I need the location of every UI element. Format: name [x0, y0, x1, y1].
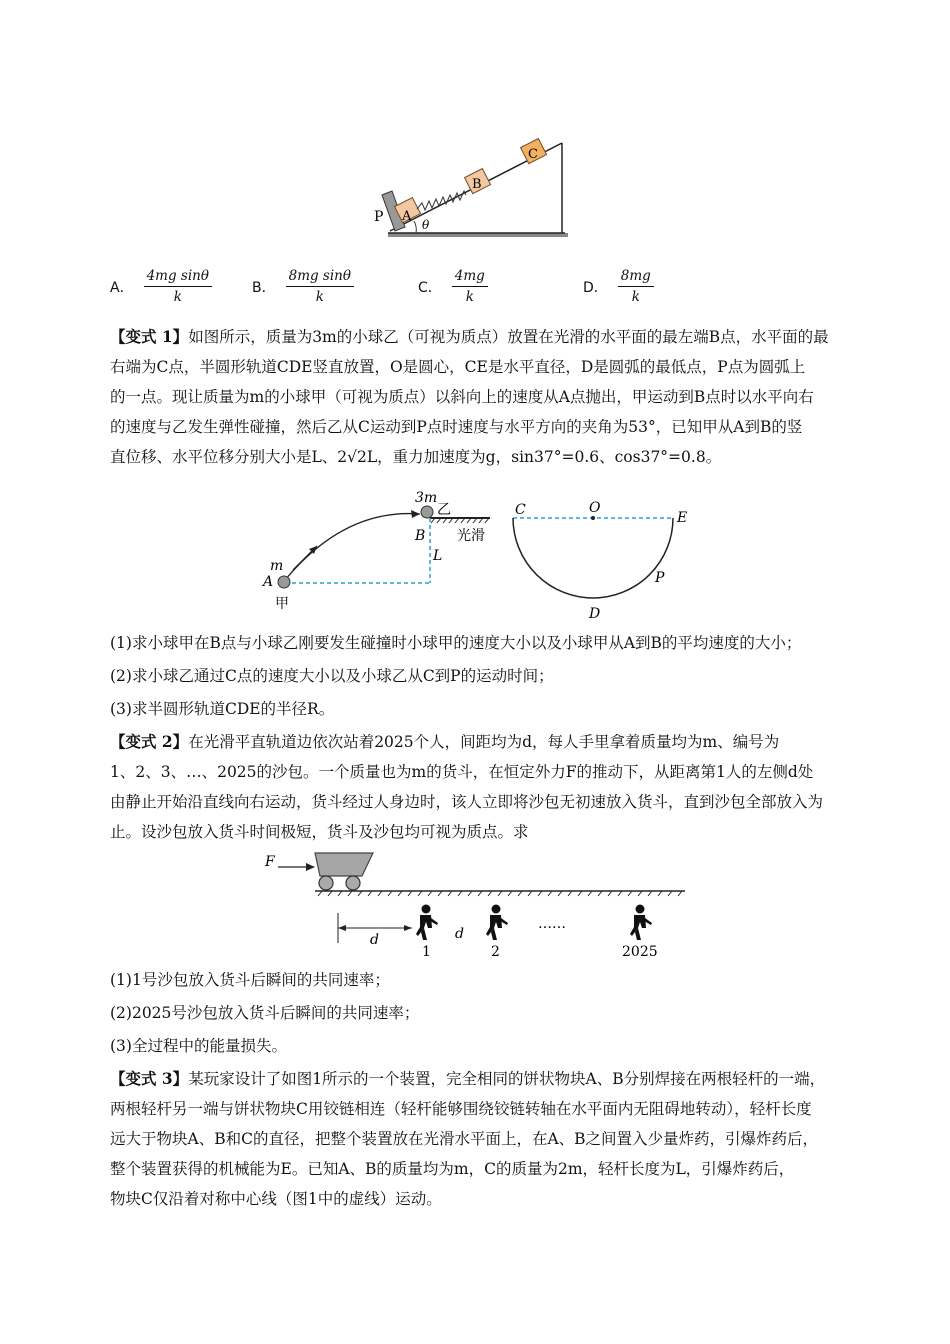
- variant1-question-1: (1)求小球甲在B点与小球乙刚要发生碰撞时小球甲的速度大小以及小球甲从A到B的平均速度的大小；: [110, 634, 802, 652]
- option-d[interactable]: [583, 268, 654, 305]
- variant1-question-2: (2)求小球乙通过C点的速度大小以及小球乙从C到P的运动时间；: [110, 667, 554, 685]
- trajectory: [285, 514, 420, 580]
- option-c-den: k: [465, 289, 474, 305]
- cart-wheel-right: [346, 876, 360, 890]
- option-a-label: A．: [110, 279, 134, 296]
- label-b: B: [472, 177, 482, 192]
- label-a: A: [263, 574, 274, 590]
- label-f: F: [265, 854, 275, 870]
- option-b-fraction: [286, 268, 354, 305]
- option-a-den: k: [173, 289, 182, 305]
- variant2-paragraph: [110, 727, 870, 847]
- label-3m: 3m: [415, 490, 438, 506]
- option-d-den: k: [631, 289, 640, 305]
- label-person-2: 2: [491, 944, 500, 960]
- label-d: D: [589, 606, 601, 622]
- variant1-paragraph: [110, 322, 870, 472]
- variant1-line: 直位移、水平位移分别大小是L、2√2L，重力加速度为g，sin37°=0.6、cos37°=0.8。: [110, 448, 722, 466]
- label-e: E: [677, 510, 688, 526]
- label-theta: θ: [422, 218, 430, 232]
- variant2-line: [110, 727, 870, 757]
- option-c-num: 4mg: [452, 268, 488, 287]
- variant1-question-3: (3)求半圆形轨道CDE的半径R。: [110, 700, 335, 718]
- variant3-line: 物块C仅沿着对称中心线（图1中的虚线）运动。: [110, 1190, 442, 1208]
- variant1-line-text: 如图所示，质量为3m的小球乙（可视为质点）放置在光滑的水平面的最左端B点，水平面的最: [188, 328, 829, 346]
- label-c: C: [515, 502, 526, 518]
- option-d-num: 8mg: [618, 268, 654, 287]
- label-yi: 乙: [437, 502, 451, 518]
- variant1-line: 的一点。现让质量为m的小球甲（可视为质点）以斜向上的速度从A点抛出，甲运动到B点时以水平向右: [110, 388, 814, 406]
- trajectory-arrow: [411, 510, 420, 518]
- label-p: P: [655, 570, 665, 586]
- angle-arc: [414, 221, 416, 233]
- variant1-line: 右端为C点，半圆形轨道CDE竖直放置，O是圆心，CE是水平直径，D是圆弧的最低点，P点为圆弧上: [110, 358, 806, 376]
- option-a-fraction: [144, 268, 212, 305]
- variant2-line: 1、2、3、…、2025的沙包。一个质量也为m的货斗，在恒定外力F的推动下，从距离第1人的左侧d处: [110, 763, 814, 781]
- label-person-2025: 2025: [622, 944, 658, 960]
- label-c: C: [528, 147, 538, 162]
- label-jia: 甲: [275, 596, 289, 612]
- cart-body: [315, 853, 373, 876]
- option-c-label: C．: [418, 279, 442, 296]
- ball-yi: [421, 506, 433, 518]
- variant3-line: 两根轻杆另一端与饼状物块C用铰链相连（轻杆能够围绕铰链转轴在水平面内无阻碍地转动），轻杆长度: [110, 1100, 812, 1118]
- option-b[interactable]: [252, 268, 354, 305]
- distance-arrow-right: [404, 925, 412, 931]
- person-1-icon: [416, 905, 438, 941]
- cart-figure: [260, 848, 690, 960]
- variant2-line-text: 在光滑平直轨道边依次站着2025个人，间距均为d，每人手里拿着质量均为m、编号为: [188, 733, 780, 751]
- spring: [417, 191, 466, 210]
- cart-wheel-left: [319, 876, 333, 890]
- ball-jia: [278, 576, 290, 588]
- label-m: m: [270, 558, 284, 574]
- semicircle-track: [513, 518, 673, 598]
- option-b-den: k: [315, 289, 324, 305]
- label-smooth: 光滑: [457, 528, 485, 544]
- label-l: L: [433, 548, 443, 564]
- distance-arrow-left: [338, 925, 346, 931]
- label-d-2: d: [455, 926, 464, 942]
- option-c-fraction: [452, 268, 488, 305]
- variant3-paragraph: [110, 1064, 870, 1214]
- label-p: P: [374, 209, 384, 225]
- person-2025-icon: [630, 905, 652, 941]
- variant3-line-text: 某玩家设计了如图1所示的一个装置，完全相同的饼状物块A、B分别焊接在两根轻杆的一端，: [188, 1070, 826, 1088]
- variant2-question-3: (3)全过程中的能量损失。: [110, 1037, 287, 1055]
- incline-figure: [360, 125, 580, 245]
- variant2-line: 由静止开始沿直线向右运动，货斗经过人身边时，该人立即将沙包无初速放入货斗，直到沙包全部放入为: [110, 793, 824, 811]
- label-ellipsis: ……: [538, 916, 566, 932]
- option-b-num: 8mg sinθ: [286, 268, 354, 287]
- label-a: A: [402, 209, 412, 224]
- option-b-label: B．: [252, 279, 276, 296]
- variant3-line: 整个装置获得的机械能为E。已知A、B的质量均为m，C的质量为2m，轻杆长度为L，引爆炸药后，: [110, 1160, 795, 1178]
- variant1-line: 的速度与乙发生弹性碰撞，然后乙从C运动到P点时速度与水平方向的夹角为53°，已知甲从A到B的竖: [110, 418, 803, 436]
- variant3-line: 远大于物块A、B和C的直径，把整个装置放在光滑水平面上，在A、B之间置入少量炸药，引爆炸药后，: [110, 1130, 819, 1148]
- variant2-title: 【变式 2】: [110, 732, 189, 751]
- center-o: [591, 516, 595, 520]
- option-a-num: 4mg sinθ: [144, 268, 212, 287]
- variant1-title: 【变式 1】: [110, 327, 189, 346]
- variant2-question-1: (1)1号沙包放入货斗后瞬间的共同速率；: [110, 971, 390, 989]
- option-a[interactable]: [110, 268, 212, 305]
- label-b: B: [415, 528, 426, 544]
- option-d-label: D．: [583, 279, 608, 296]
- option-d-fraction: [618, 268, 654, 305]
- projectile-figure: [255, 488, 705, 628]
- label-person-1: 1: [422, 944, 431, 960]
- person-2-icon: [486, 905, 508, 941]
- variant3-title: 【变式 3】: [110, 1069, 189, 1088]
- variant1-line: [110, 322, 870, 352]
- label-d-1: d: [370, 932, 379, 948]
- label-o: O: [589, 500, 601, 516]
- variant2-question-2: (2)2025号沙包放入货斗后瞬间的共同速率；: [110, 1004, 420, 1022]
- option-c[interactable]: [418, 268, 488, 305]
- variant3-line: [110, 1064, 870, 1094]
- force-arrow-head: [306, 863, 315, 871]
- variant2-line: 止。设沙包放入货斗时间极短，货斗及沙包均可视为质点。求: [110, 823, 529, 841]
